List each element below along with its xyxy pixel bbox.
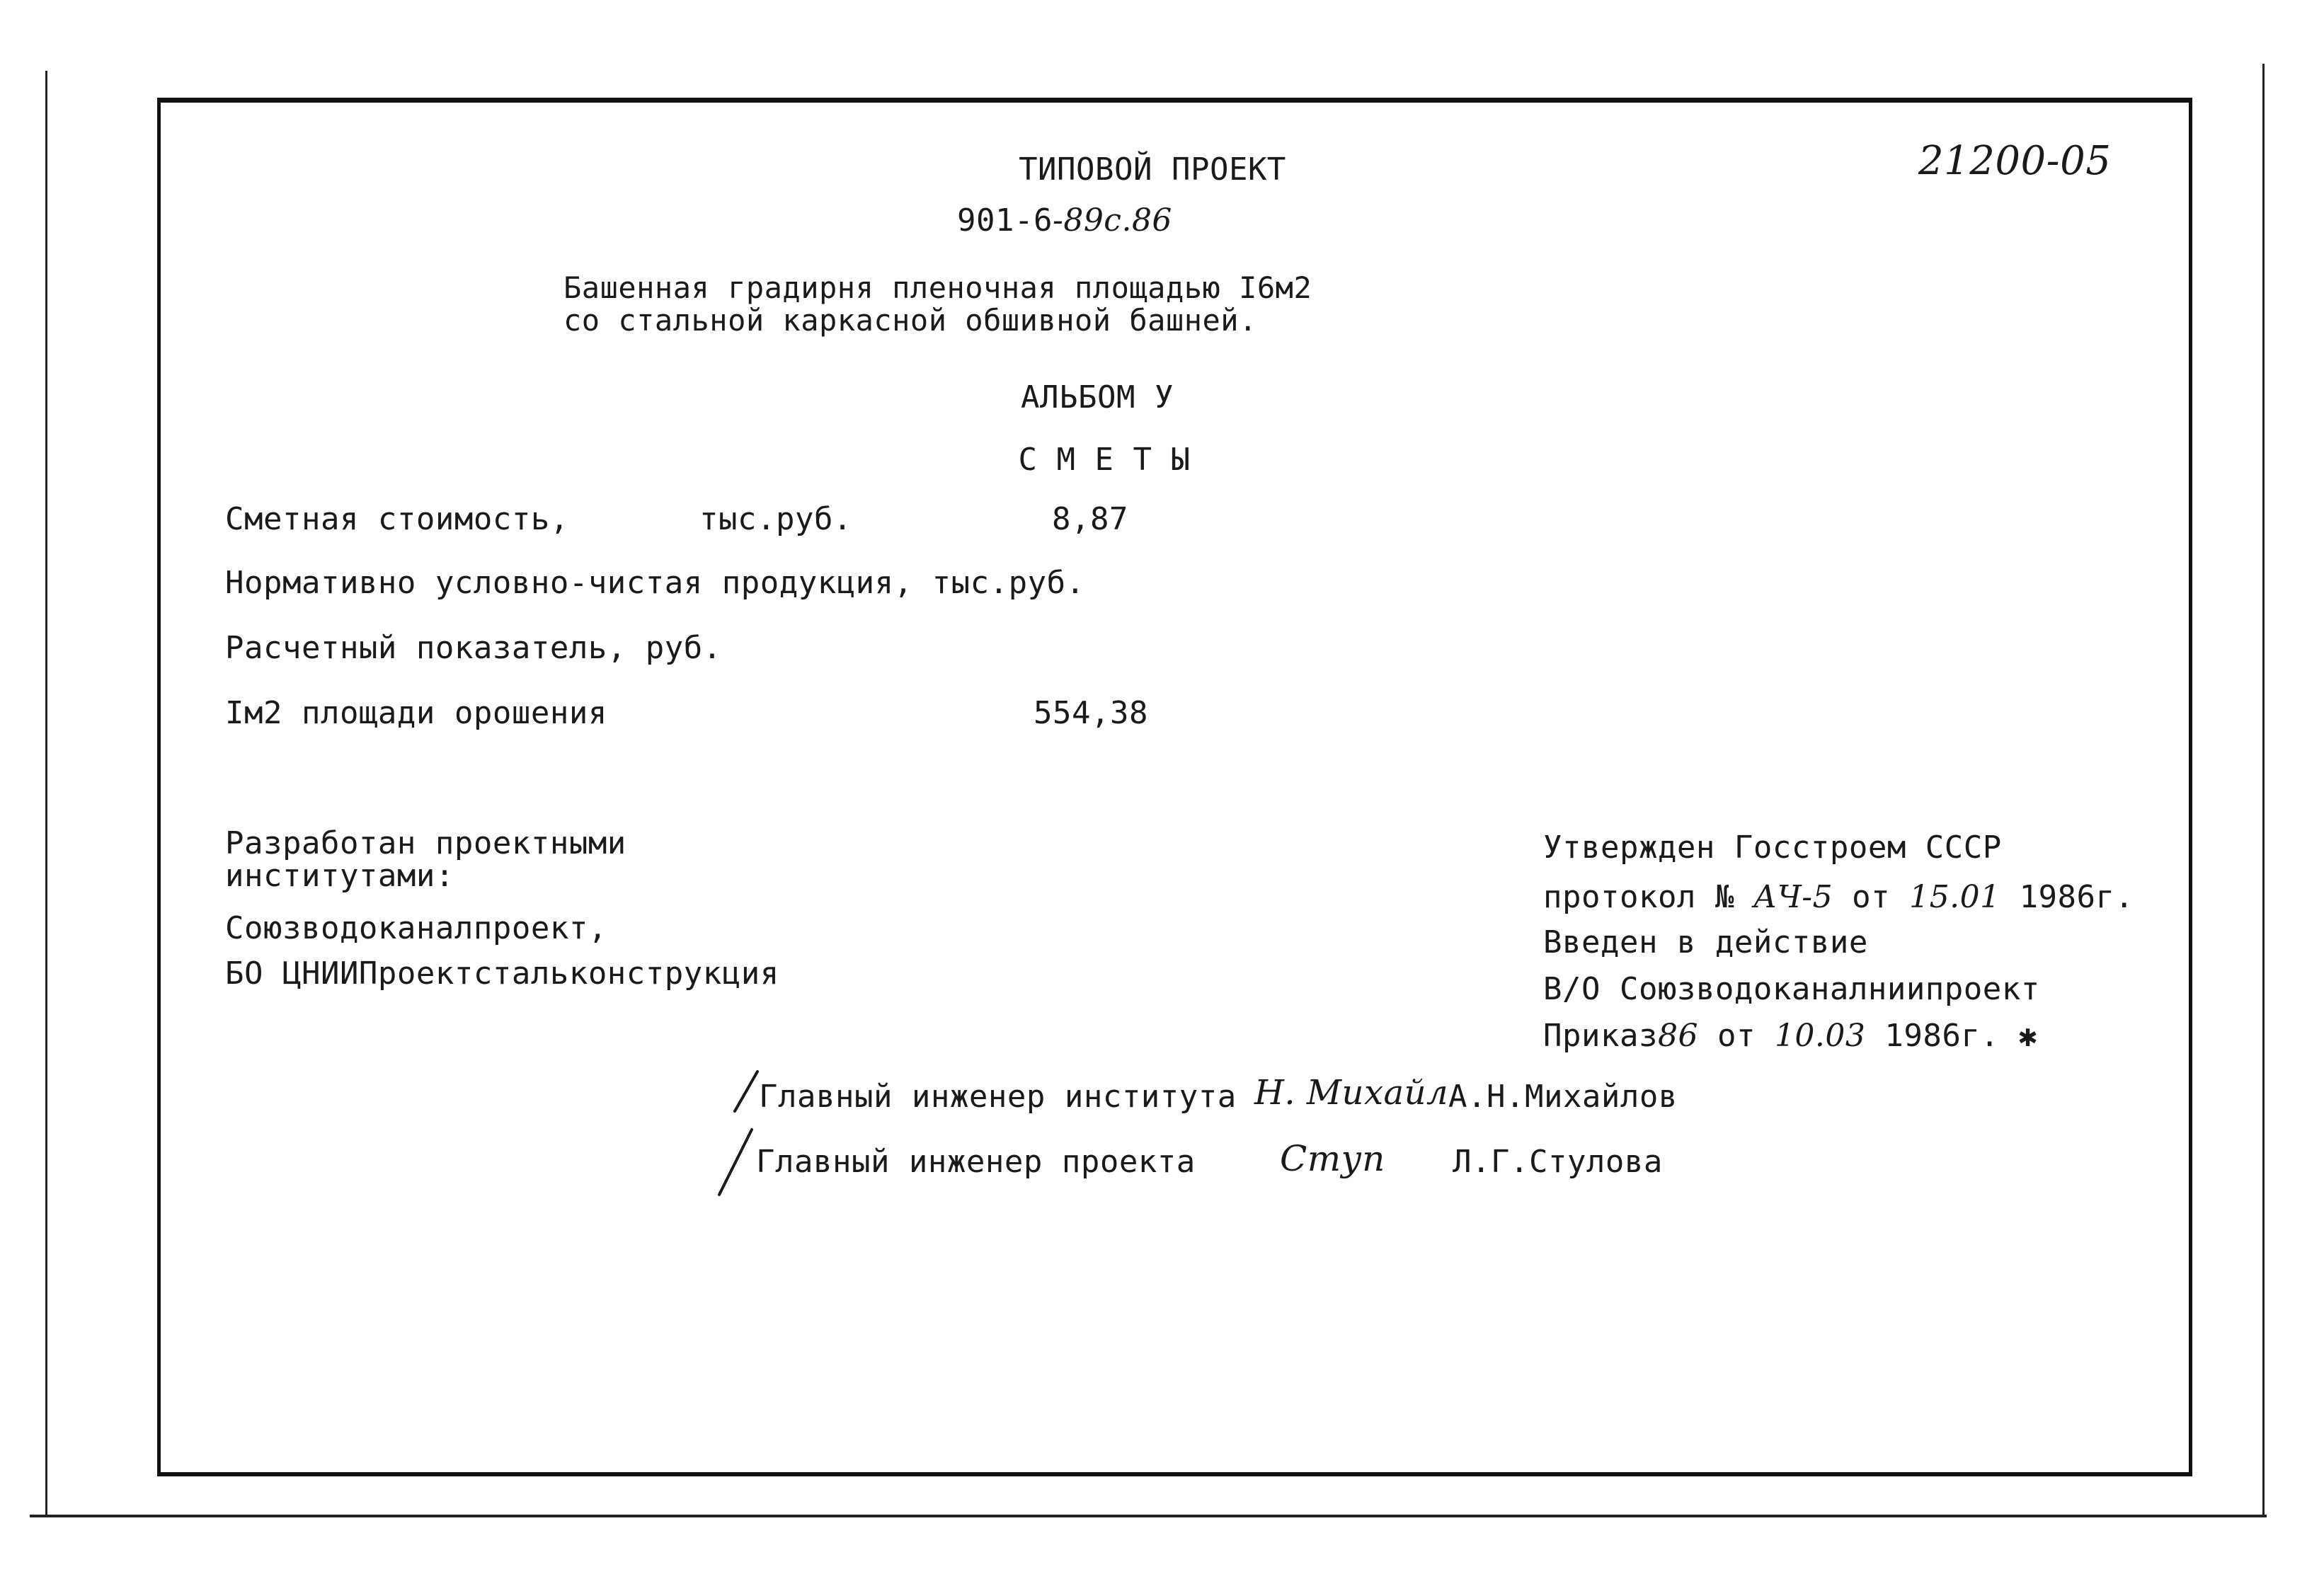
scan-edge-left — [45, 71, 47, 1515]
approval-line-3: Введен в действие — [1543, 924, 1868, 960]
order-prefix: Приказ — [1543, 1018, 1658, 1054]
description-line-2: со стальной каркасной обшивной башней. — [563, 303, 1257, 338]
description-line-1: Башенная градирня пленочная площадью I6м2 — [563, 270, 1312, 305]
developers-line-2: институтами: — [225, 858, 454, 894]
corner-number: 21200-05 — [1918, 138, 2112, 184]
project-code — [957, 202, 1172, 239]
developers-line-1: Разработан проектными — [225, 825, 626, 861]
slash-mark-2 — [715, 1124, 757, 1202]
chief-institute-signature: Н. Михайл — [1254, 1073, 1449, 1113]
order-mark: ✱ — [2018, 1018, 2038, 1054]
protocol-from: от — [1852, 879, 1891, 915]
order-from: от — [1717, 1018, 1756, 1054]
developer-org-2: БО ЦНИИПроектстальконструкция — [225, 955, 779, 992]
approval-order — [1543, 1018, 2038, 1054]
order-date: 10.03 — [1774, 1018, 1866, 1054]
scan-edge-bottom — [30, 1515, 2267, 1517]
order-number: 86 — [1657, 1018, 1698, 1054]
calculated-indicator-label: Расчетный показатель, руб. — [225, 630, 722, 666]
protocol-date: 15.01 — [1909, 879, 2000, 915]
chief-institute-title: Главный инженер института — [759, 1079, 1237, 1115]
chief-project-signature: Ступ — [1280, 1138, 1385, 1179]
approval-line-4: В/О Союзводоканалниипроект — [1543, 971, 2040, 1007]
irrigation-area-label: Iм2 площади орошения — [225, 695, 607, 731]
approval-protocol — [1543, 879, 2134, 915]
developer-org-1: Союзводоканалпроект, — [225, 910, 607, 946]
section-label: С М Е Т Ы — [1018, 442, 1191, 478]
album-label: АЛЬБОМ У — [1021, 379, 1174, 415]
document-title: ТИПОВОЙ ПРОЕКТ — [1019, 151, 1286, 188]
estimate-cost-unit: тыс.руб. — [699, 501, 852, 537]
irrigation-area-value: 554,38 — [1034, 695, 1148, 731]
protocol-year: 1986г. — [2019, 879, 2134, 915]
protocol-prefix: протокол № — [1543, 879, 1734, 915]
protocol-number: АЧ-5 — [1753, 879, 1833, 915]
chief-institute-name: А.Н.Михайлов — [1448, 1079, 1678, 1115]
chief-project-name: Л.Г.Стулова — [1453, 1144, 1663, 1180]
chief-project-title: Главный инженер проекта — [756, 1144, 1196, 1180]
order-year: 1986г. — [1884, 1018, 2000, 1054]
estimate-cost-label: Сметная стоимость, — [225, 501, 569, 537]
estimate-cost-value: 8,87 — [1052, 501, 1128, 537]
approval-line-1: Утвержден Госстроем СССР — [1543, 829, 2002, 866]
scan-edge-right — [2262, 64, 2265, 1516]
project-code-prefix: 901-6 — [957, 202, 1053, 239]
normative-production-label: Нормативно условно-чистая продукция, тыс.руб. — [225, 565, 1085, 601]
project-code-handwritten: -89с.86 — [1052, 202, 1172, 239]
